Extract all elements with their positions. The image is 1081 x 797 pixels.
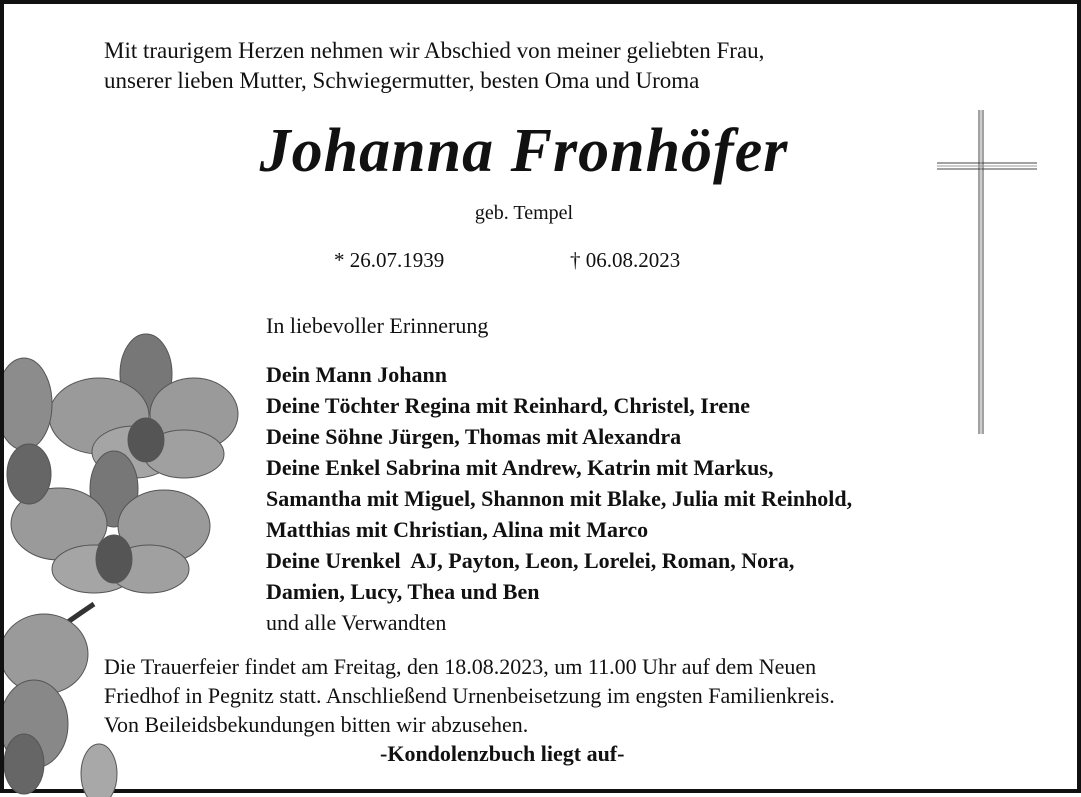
family-line: Deine Urenkel AJ, Payton, Leon, Lorelei, Roman, Nora, <box>266 548 795 573</box>
ceremony-text <box>104 652 835 739</box>
family-line: Deine Töchter Regina mit Reinhard, Christel, Irene <box>266 393 750 418</box>
birth-name: geb. Tempel <box>474 202 574 224</box>
ceremony-line-1: Die Trauerfeier findet am Freitag, den 18.08.2023, um 11.00 Uhr auf dem Neuen <box>104 654 817 679</box>
relatives-line: und alle Verwandten <box>266 610 447 635</box>
memory-line: In liebevoller Erinnerung <box>266 313 489 338</box>
intro-line-2: unserer lieben Mutter, Schwiegermutter, besten Oma und Uroma <box>104 68 700 93</box>
intro-line-1: Mit traurigem Herzen nehmen wir Abschied von meiner geliebten Frau, <box>104 38 765 63</box>
family-line: Samantha mit Miguel, Shannon mit Blake, Julia mit Reinhold, <box>266 486 853 511</box>
cross-icon <box>934 108 1040 438</box>
family-line: Deine Enkel Sabrina mit Andrew, Katrin mit Markus, <box>266 455 774 480</box>
family-line: Damien, Lucy, Thea und Ben <box>266 579 540 604</box>
ceremony-line-2: Friedhof in Pegnitz statt. Anschließend Urnenbeisetzung im engsten Familienkreis. <box>104 683 835 708</box>
deceased-name: Johanna Fronhöfer <box>259 117 789 185</box>
intro-text <box>104 36 764 96</box>
family-line: Deine Söhne Jürgen, Thomas mit Alexandra <box>266 424 682 449</box>
family-line: Dein Mann Johann <box>266 362 447 387</box>
family-line: Matthias mit Christian, Alina mit Marco <box>266 517 649 542</box>
ceremony-line-3: Von Beileidsbekundungen bitten wir abzusehen. <box>104 712 529 737</box>
death-date: † 06.08.2023 <box>570 248 681 272</box>
family-list <box>266 359 852 638</box>
condolence-note: -Kondolenzbuch liegt auf- <box>380 741 625 766</box>
birth-date: * 26.07.1939 <box>334 248 445 272</box>
